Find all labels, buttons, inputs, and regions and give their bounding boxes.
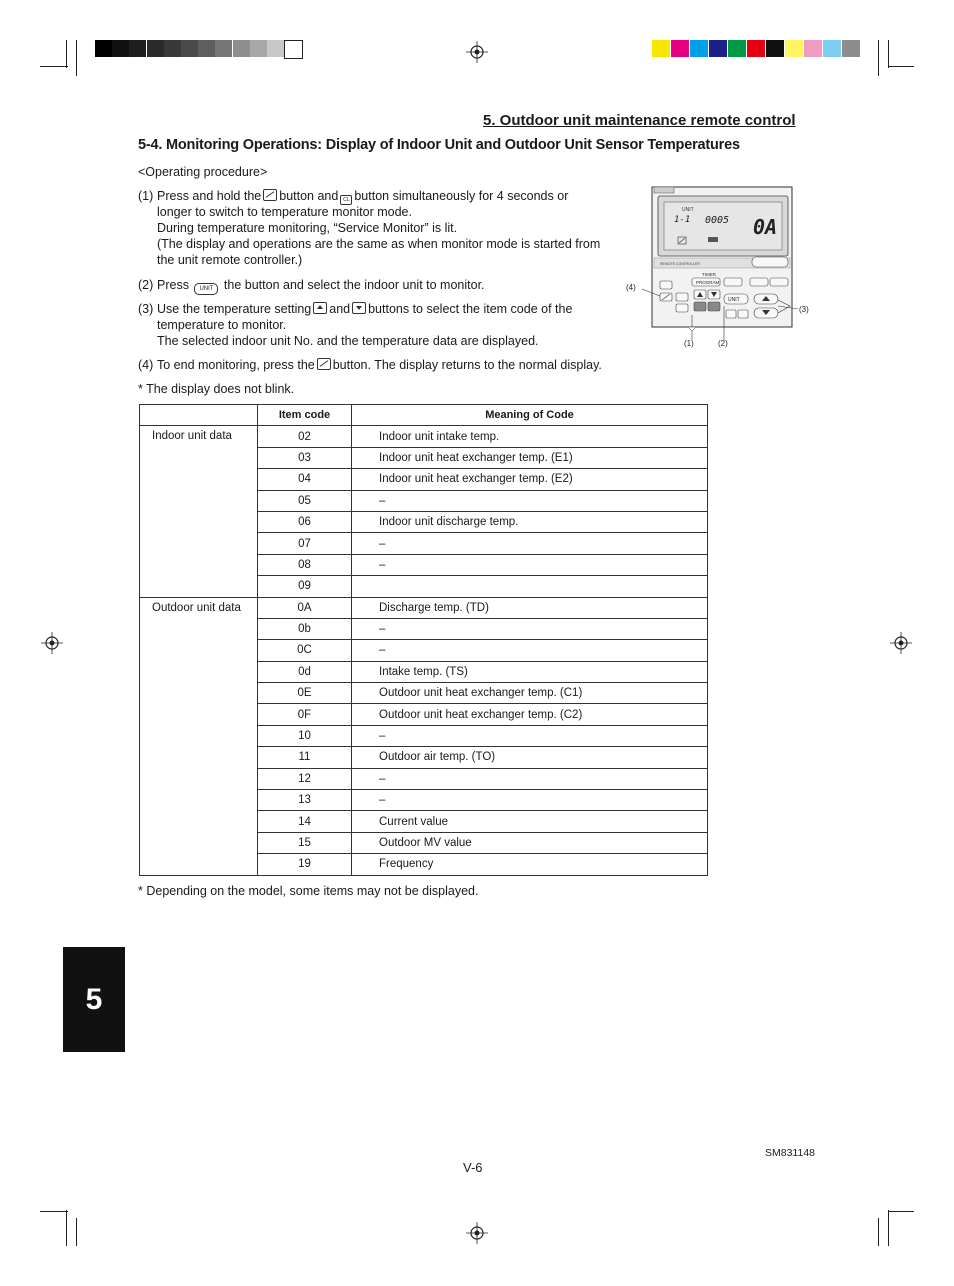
step-3-line: temperature to monitor. <box>157 318 287 332</box>
meaning-cell: – <box>352 725 708 746</box>
gray-swatch <box>250 40 267 57</box>
item-code-table <box>139 404 708 876</box>
meaning-cell: – <box>352 490 708 511</box>
registration-mark-icon <box>890 632 912 654</box>
louver-button <box>770 278 788 286</box>
color-swatch <box>842 40 860 57</box>
gray-swatch <box>112 40 129 57</box>
section-title: 5. Outdoor unit maintenance remote control <box>483 112 796 129</box>
item-code-cell: 08 <box>258 554 352 575</box>
step-text <box>157 277 485 295</box>
crop-mark <box>888 1211 914 1212</box>
meaning-cell: Indoor unit heat exchanger temp. (E1) <box>352 447 708 468</box>
crop-mark <box>888 66 914 67</box>
step-text-part: Use the temperature setting <box>157 302 312 316</box>
unit-button-icon: UNIT <box>194 283 218 295</box>
program-label: PROGRAM <box>696 280 720 285</box>
step-text-part: To end monitoring, press the <box>157 358 315 372</box>
step-text-part: button simultaneously for 4 seconds or <box>354 189 569 203</box>
cl-button <box>676 304 688 312</box>
timer-cancel-button <box>708 302 720 311</box>
table-header-row <box>140 405 708 426</box>
item-code-cell: 0E <box>258 683 352 704</box>
meaning-cell: – <box>352 554 708 575</box>
item-code-cell: 12 <box>258 768 352 789</box>
crop-mark <box>888 1210 889 1246</box>
color-swatch <box>747 40 765 57</box>
step-number: (1) <box>138 189 154 203</box>
step-text-part: button. The display returns to the normal display. <box>332 358 602 372</box>
step-number: (4) <box>138 358 154 372</box>
item-code-cell: 02 <box>258 426 352 447</box>
gray-swatch <box>215 40 232 57</box>
meaning-cell: Discharge temp. (TD) <box>352 597 708 618</box>
step-text-part: button and <box>279 189 339 203</box>
lcd-value: 0A <box>753 215 778 239</box>
callout-3: (3) <box>799 305 809 314</box>
meaning-cell: – <box>352 790 708 811</box>
meaning-cell: Intake temp. (TS) <box>352 661 708 682</box>
fan-button <box>724 278 742 286</box>
meaning-cell: Frequency <box>352 854 708 875</box>
item-code-cell: 0b <box>258 618 352 639</box>
color-swatch <box>652 40 670 57</box>
item-code-cell: 0A <box>258 597 352 618</box>
category-cell: Indoor unit data <box>140 426 258 597</box>
procedure-label: <Operating procedure> <box>138 165 268 179</box>
table-header: Meaning of Code <box>352 405 708 426</box>
meaning-cell: Outdoor unit heat exchanger temp. (C2) <box>352 704 708 725</box>
note-model: * Depending on the model, some items may not be displayed. <box>138 884 479 898</box>
set-button <box>676 293 688 301</box>
registration-mark-icon <box>466 41 488 63</box>
color-swatch <box>804 40 822 57</box>
crop-mark <box>888 40 889 68</box>
page-number: V-6 <box>463 1160 483 1175</box>
lcd-fan-icon <box>708 237 718 242</box>
temp-down-button-icon <box>352 302 366 314</box>
meaning-cell: Current value <box>352 811 708 832</box>
gray-swatch <box>181 40 198 57</box>
step-text-part: Press and hold the <box>157 189 262 203</box>
crop-mark <box>40 1211 68 1212</box>
item-code-cell: 10 <box>258 725 352 746</box>
lcd-unit-no: 1-1 <box>674 215 691 225</box>
meaning-cell <box>352 576 708 597</box>
crop-mark <box>66 40 67 68</box>
step-text-part: the button and select the indoor unit to monitor. <box>223 278 485 292</box>
remote-controller-figure <box>620 182 825 354</box>
item-code-cell: 06 <box>258 511 352 532</box>
unit-label: UNIT <box>728 297 740 303</box>
on-off-button <box>752 257 788 267</box>
table-body <box>140 426 708 875</box>
item-code-cell: 19 <box>258 854 352 875</box>
gray-swatch <box>267 40 284 57</box>
brand-strip-text: REMOTE CONTROLLER <box>660 262 700 266</box>
meaning-cell: – <box>352 768 708 789</box>
lcd-unit-label: UNIT <box>682 207 694 213</box>
check-button-icon <box>263 189 277 201</box>
item-code-cell: 04 <box>258 469 352 490</box>
callout-2: (2) <box>718 339 728 348</box>
category-cell: Outdoor unit data <box>140 597 258 875</box>
table-row <box>140 426 708 447</box>
step-text <box>157 301 572 317</box>
timer-set-button <box>694 302 706 311</box>
meaning-cell: Outdoor unit heat exchanger temp. (C1) <box>352 683 708 704</box>
gray-swatch <box>198 40 215 57</box>
color-swatch <box>690 40 708 57</box>
color-swatch <box>671 40 689 57</box>
callout-4: (4) <box>626 283 636 292</box>
item-code-cell: 0d <box>258 661 352 682</box>
gray-swatch <box>147 40 164 57</box>
step-text-part: Press <box>157 278 189 292</box>
item-code-cell: 07 <box>258 533 352 554</box>
step-1-line: During temperature monitoring, “Service Monitor” is lit. <box>157 221 458 235</box>
meaning-cell: – <box>352 640 708 661</box>
step-3-line: The selected indoor unit No. and the temperature data are displayed. <box>157 334 539 348</box>
lcd-code: 0005 <box>705 215 730 226</box>
step-text-part: and <box>329 302 351 316</box>
meaning-cell: Indoor unit heat exchanger temp. (E2) <box>352 469 708 490</box>
crop-mark <box>76 1218 77 1246</box>
item-code-cell: 09 <box>258 576 352 597</box>
step-text <box>157 188 568 205</box>
schedule-button <box>660 281 672 289</box>
table-header: Item code <box>258 405 352 426</box>
item-code-cell: 14 <box>258 811 352 832</box>
gray-swatch <box>164 40 181 57</box>
step-1-line: the unit remote controller.) <box>157 253 303 267</box>
control-button-icon: CL <box>340 195 352 205</box>
step-text-part: buttons to select the item code of the <box>368 302 573 316</box>
registration-mark-icon <box>41 632 63 654</box>
color-swatch <box>823 40 841 57</box>
item-code-cell: 0F <box>258 704 352 725</box>
callout-1: (1) <box>684 339 694 348</box>
item-code-cell: 15 <box>258 832 352 853</box>
crop-mark <box>40 66 68 67</box>
step-text <box>157 357 602 373</box>
gray-swatch <box>129 40 146 57</box>
controller-vent <box>654 187 674 193</box>
item-code-cell: 03 <box>258 447 352 468</box>
item-code-cell: 0C <box>258 640 352 661</box>
swing-button <box>726 310 736 318</box>
item-code-cell: 11 <box>258 747 352 768</box>
step-1-line: (The display and operations are the same as when monitor mode is started from <box>157 237 601 251</box>
table-header <box>140 405 258 426</box>
meaning-cell: Outdoor MV value <box>352 832 708 853</box>
meaning-cell: Outdoor air temp. (TO) <box>352 747 708 768</box>
timer-label: TIMER <box>702 272 716 277</box>
step-number: (3) <box>138 302 154 316</box>
chapter-tab: 5 <box>63 947 125 1052</box>
meaning-cell: – <box>352 533 708 554</box>
crop-mark <box>878 1218 879 1246</box>
meaning-cell: – <box>352 618 708 639</box>
note-blink: * The display does not blink. <box>138 382 295 396</box>
page-heading: 5-4. Monitoring Operations: Display of Indoor Unit and Outdoor Unit Sensor Temperatures <box>138 137 740 153</box>
filter-reset-button <box>738 310 748 318</box>
crop-mark <box>76 40 77 76</box>
step-number: (2) <box>138 278 154 292</box>
meaning-cell: Indoor unit intake temp. <box>352 426 708 447</box>
step-1-line: longer to switch to temperature monitor mode. <box>157 205 412 219</box>
meaning-cell: Indoor unit discharge temp. <box>352 511 708 532</box>
temp-up-button-icon <box>313 302 327 314</box>
color-swatch <box>728 40 746 57</box>
doc-code: SM831148 <box>765 1147 816 1159</box>
color-swatch <box>709 40 727 57</box>
gray-swatch <box>233 40 250 57</box>
item-code-cell: 05 <box>258 490 352 511</box>
registration-mark-icon <box>466 1222 488 1244</box>
gray-swatch <box>95 40 112 57</box>
gray-swatch <box>284 40 303 59</box>
item-code-cell: 13 <box>258 790 352 811</box>
mode-button <box>750 278 768 286</box>
crop-mark <box>66 1210 67 1246</box>
crop-mark <box>878 40 879 76</box>
color-swatch <box>766 40 784 57</box>
color-swatch <box>785 40 803 57</box>
check-button-icon <box>317 358 331 370</box>
table-row <box>140 597 708 618</box>
